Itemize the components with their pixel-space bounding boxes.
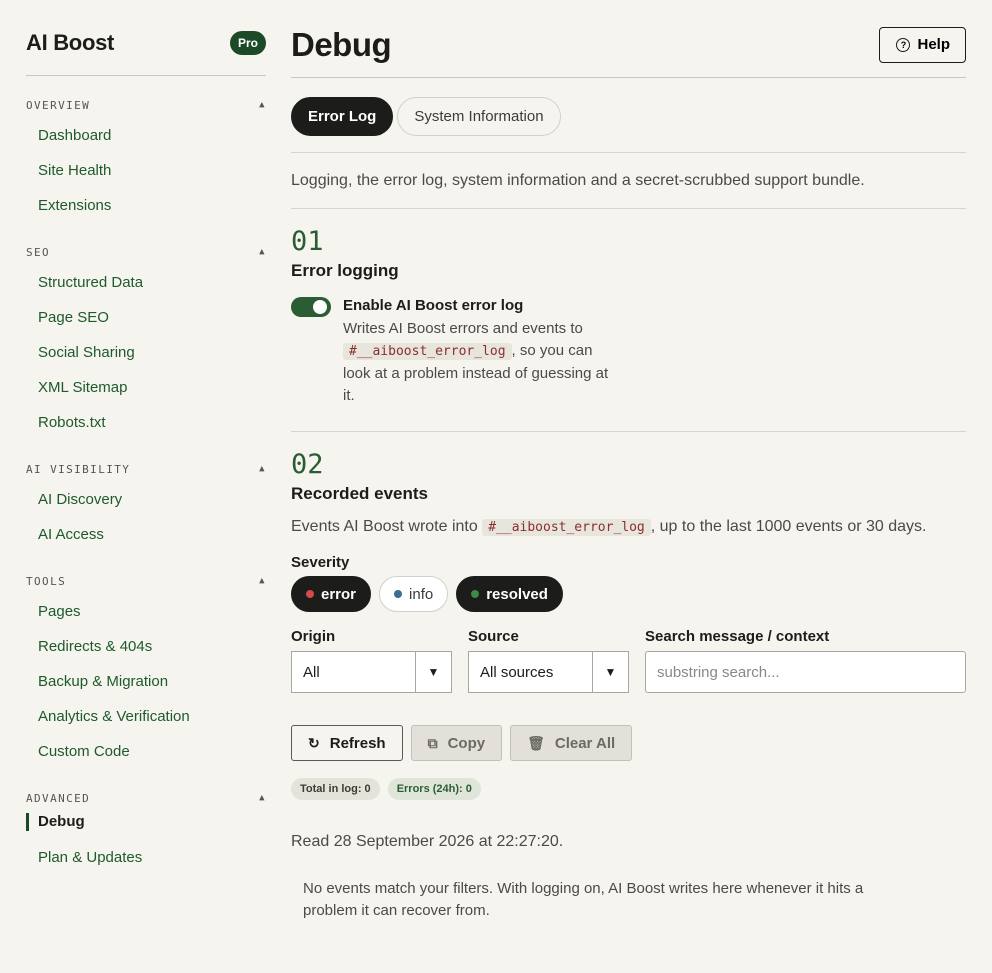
chip-label: resolved	[486, 585, 548, 603]
tab-error-log[interactable]: Error Log	[291, 97, 393, 136]
chevron-up-icon[interactable]: ▲	[259, 100, 266, 110]
read-timestamp: Read 28 September 2026 at 22:27:20.	[291, 833, 564, 850]
nav-group-header[interactable]	[26, 462, 266, 476]
chevron-up-icon[interactable]: ▲	[259, 793, 266, 803]
error-log-toggle-row	[291, 296, 966, 407]
errors-24h-badge: Errors (24h): 0	[388, 778, 481, 800]
tab-system-information[interactable]: System Information	[397, 97, 560, 136]
nav-group-ai-visibility	[26, 462, 266, 552]
nav-group-title: AI VISIBILITY	[26, 462, 131, 476]
nav-group-header[interactable]	[26, 791, 266, 805]
clear-all-button[interactable]	[510, 725, 632, 761]
sidebar-item-backup-migration[interactable]: Backup & Migration	[38, 673, 169, 690]
nav-group-title: SEO	[26, 245, 51, 259]
severity-chip-error[interactable]	[291, 576, 371, 612]
sidebar	[26, 0, 266, 875]
toggle-knob	[313, 300, 327, 314]
filter-row	[291, 628, 966, 693]
section-title: Recorded events	[291, 484, 428, 503]
help-label: Help	[917, 36, 950, 53]
page-header	[291, 0, 966, 78]
chevron-up-icon[interactable]: ▲	[259, 576, 266, 586]
source-filter	[468, 628, 629, 693]
severity-filter	[291, 576, 966, 612]
sidebar-item-site-health[interactable]: Site Health	[38, 162, 112, 179]
sidebar-item-dashboard[interactable]: Dashboard	[38, 127, 112, 144]
refresh-button[interactable]	[291, 725, 403, 761]
brand-name: AI Boost	[26, 29, 115, 55]
trash-icon: 🗑	[527, 734, 545, 751]
severity-chip-resolved[interactable]	[456, 576, 563, 612]
severity-label: Severity	[291, 554, 350, 571]
sidebar-item-page-seo[interactable]: Page SEO	[38, 309, 109, 326]
table-name-code: #__aiboost_error_log	[482, 519, 651, 536]
sidebar-item-xml-sitemap[interactable]: XML Sitemap	[38, 379, 128, 396]
nav-group-header[interactable]	[26, 574, 266, 588]
severity-chip-info[interactable]	[379, 576, 448, 612]
button-label: Clear All	[554, 734, 616, 752]
search-label: Search message / context	[645, 628, 830, 645]
toggle-label: Enable AI Boost error log	[343, 297, 524, 314]
sidebar-item-structured-data[interactable]: Structured Data	[38, 274, 144, 291]
search-input[interactable]	[645, 651, 966, 693]
chip-label: info	[409, 585, 434, 603]
copy-button[interactable]	[411, 725, 503, 761]
section-number: 02	[291, 449, 324, 480]
nav-group-title: TOOLS	[26, 574, 67, 588]
chevron-up-icon[interactable]: ▲	[259, 464, 266, 474]
source-label: Source	[468, 628, 519, 645]
chip-label: error	[321, 585, 357, 603]
nav-group-overview	[26, 98, 266, 223]
log-stats	[291, 778, 966, 800]
section-description: Events AI Boost wrote into #__aiboost_error_log , up to the last 1000 events or 30 days.	[291, 518, 927, 535]
nav-group-title: ADVANCED	[26, 791, 91, 805]
sidebar-item-ai-access[interactable]: AI Access	[38, 526, 104, 543]
sidebar-item-custom-code[interactable]: Custom Code	[38, 743, 130, 760]
status-dot-icon	[471, 590, 479, 598]
help-icon: ?	[896, 38, 910, 52]
section-title: Error logging	[291, 261, 399, 280]
chevron-up-icon[interactable]: ▲	[259, 247, 266, 257]
section-recorded-events	[291, 432, 966, 922]
sidebar-item-plan-updates[interactable]: Plan & Updates	[38, 849, 143, 866]
nav-group-advanced	[26, 791, 266, 875]
nav-group-tools	[26, 574, 266, 769]
copy-icon: ⧉	[427, 734, 438, 751]
button-label: Refresh	[329, 734, 386, 752]
total-count-badge: Total in log: 0	[291, 778, 380, 800]
source-select[interactable]	[468, 651, 629, 693]
nav-group-header[interactable]	[26, 98, 266, 112]
section-number: 01	[291, 226, 324, 257]
search-filter	[645, 628, 966, 693]
dropdown-arrow-icon[interactable]: ▼	[592, 652, 628, 692]
dropdown-arrow-icon[interactable]: ▼	[415, 652, 451, 692]
sidebar-item-extensions[interactable]: Extensions	[38, 197, 112, 214]
origin-filter	[291, 628, 452, 693]
button-label: Copy	[447, 734, 486, 752]
source-value: All sources	[480, 663, 554, 681]
origin-select[interactable]	[291, 651, 452, 693]
origin-label: Origin	[291, 628, 336, 645]
help-button[interactable]	[879, 27, 966, 63]
error-log-toggle[interactable]	[291, 297, 331, 317]
empty-state-message: No events match your filters. With logging on, AI Boost writes here whenever it hits a problem it can recover from.	[303, 880, 864, 919]
page-title: Debug	[291, 25, 392, 63]
toggle-description: Writes AI Boost errors and events to #__aiboost_error_log , so you can look at a problem instead of guessing at it.	[343, 320, 609, 404]
action-buttons	[291, 725, 966, 761]
origin-value: All	[303, 663, 320, 681]
refresh-icon: ↻	[308, 734, 320, 751]
sidebar-item-analytics-verification[interactable]: Analytics & Verification	[38, 708, 190, 725]
table-name-code: #__aiboost_error_log	[343, 343, 512, 360]
sidebar-item-social-sharing[interactable]: Social Sharing	[38, 344, 135, 361]
sidebar-item-debug[interactable]: Debug	[26, 813, 266, 831]
sidebar-item-pages[interactable]: Pages	[38, 603, 81, 620]
status-dot-icon	[306, 590, 314, 598]
sidebar-item-robots-txt[interactable]: Robots.txt	[38, 414, 106, 431]
main-content	[291, 0, 966, 922]
section-error-logging	[291, 209, 966, 407]
pro-badge: Pro	[230, 31, 266, 55]
sidebar-item-ai-discovery[interactable]: AI Discovery	[38, 491, 123, 508]
tab-bar	[291, 78, 966, 153]
status-dot-icon	[394, 590, 402, 598]
sidebar-item-redirects[interactable]: Redirects & 404s	[38, 638, 153, 655]
nav-group-seo	[26, 245, 266, 440]
page-intro: Logging, the error log, system information and a secret-scrubbed support bundle.	[291, 153, 966, 209]
brand-header	[26, 0, 266, 76]
nav-group-title: OVERVIEW	[26, 98, 91, 112]
nav-group-header[interactable]	[26, 245, 266, 259]
